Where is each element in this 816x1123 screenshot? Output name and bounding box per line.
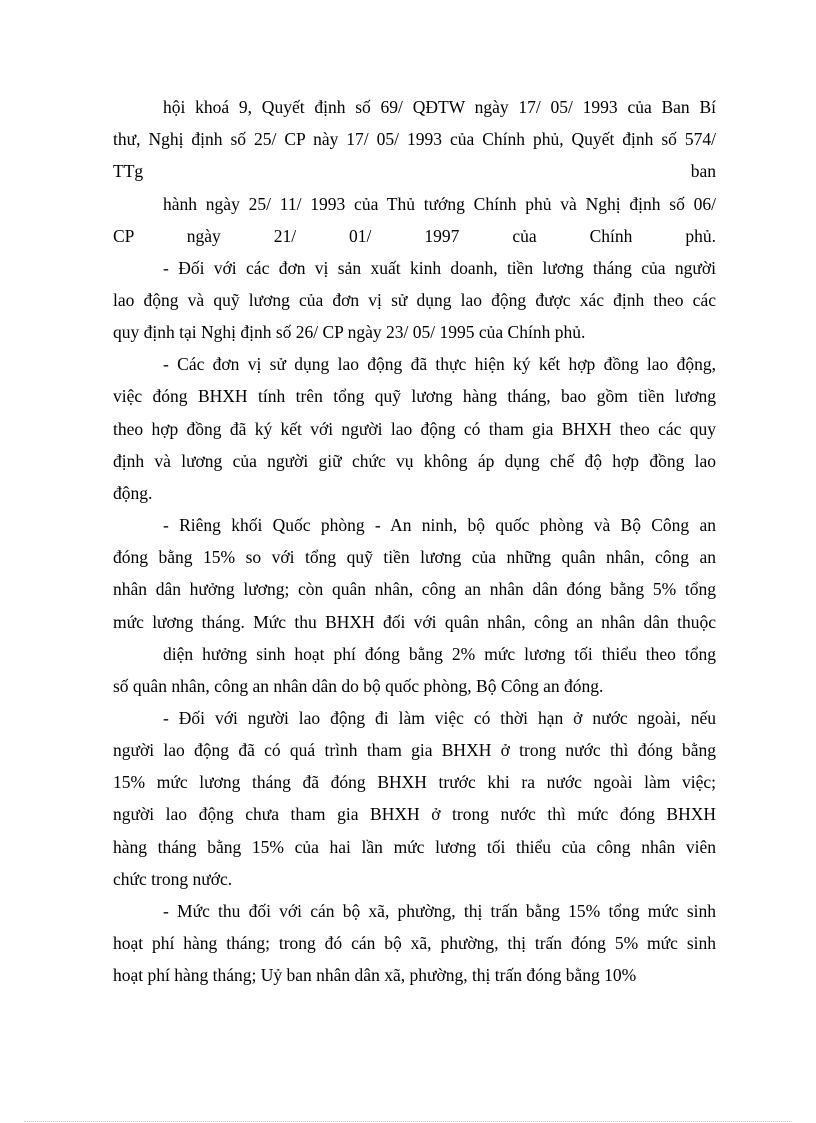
text-line: - Đối với người lao động đi làm việc có thời hạn ở nước ngoài, nếu <box>163 708 716 728</box>
text-line: hàng tháng bằng 15% của hai lần mức lương tối thiểu của công nhân viên <box>113 837 716 857</box>
text-line: hành ngày 25/ 11/ 1993 của Thủ tướng Chính phủ và Nghị định số 06/ <box>163 194 716 214</box>
text-line: theo hợp đồng đã ký kết với người lao động có tham gia BHXH theo các quy <box>113 419 716 439</box>
text-line: việc đóng BHXH tính trên tổng quỹ lương hàng tháng, bao gồm tiền lương <box>113 386 716 406</box>
text-line: số quân nhân, công an nhân dân do bộ quốc phòng, Bộ Công an đóng. <box>113 676 604 696</box>
text-line: 15% mức lương tháng đã đóng BHXH trước khi ra nước ngoài làm việc; <box>113 772 716 792</box>
text-line: diện hưởng sinh hoạt phí đóng bằng 2% mức lương tối thiểu theo tổng <box>163 644 716 664</box>
text-line: hoạt phí hàng tháng; trong đó cán bộ xã, phường, thị trấn đóng 5% mức sinh <box>113 933 716 953</box>
text-line: CP ngày 21/ 01/ 1997 của Chính phủ. <box>113 226 716 246</box>
text-line: TTg ban <box>113 161 716 181</box>
text-line: thư, Nghị định số 25/ CP này 17/ 05/ 1993 của Chính phủ, Quyết định số 574/ <box>113 129 716 149</box>
text-line: - Đối với các đơn vị sản xuất kinh doanh, tiền lương tháng của người <box>163 258 716 278</box>
text-line: người lao động chưa tham gia BHXH ở trong nước thì mức đóng BHXH <box>113 804 716 824</box>
text-line: - Riêng khối Quốc phòng - An ninh, bộ quốc phòng và Bộ Công an <box>163 515 716 535</box>
text-line: - Mức thu đối với cán bộ xã, phường, thị trấn bằng 15% tổng mức sinh <box>163 901 716 921</box>
text-line: quy định tại Nghị định số 26/ CP ngày 23/ 05/ 1995 của Chính phủ. <box>113 322 586 342</box>
text-line: - Các đơn vị sử dụng lao động đã thực hiện ký kết hợp đồng lao động, <box>163 354 716 374</box>
text-line: người lao động đã có quá trình tham gia BHXH ở trong nước thì đóng bằng <box>113 740 716 760</box>
text-line: động. <box>113 483 153 503</box>
text-line: đóng bằng 15% so với tổng quỹ tiền lương của những quân nhân, công an <box>113 547 716 567</box>
page-bottom-divider <box>24 1121 792 1122</box>
text-line: nhân dân hưởng lương; còn quân nhân, công an nhân dân đóng bằng 5% tổng <box>113 579 716 599</box>
text-line: hội khoá 9, Quyết định số 69/ QĐTW ngày 17/ 05/ 1993 của Ban Bí <box>163 97 716 117</box>
text-line: định và lương của người giữ chức vụ không áp dụng chế độ hợp đồng lao <box>113 451 716 471</box>
text-line: chức trong nước. <box>113 869 233 889</box>
text-line: lao động và quỹ lương của đơn vị sử dụng lao động được xác định theo các <box>113 290 716 310</box>
text-line: mức lương tháng. Mức thu BHXH đối với quân nhân, công an nhân dân thuộc <box>113 612 716 632</box>
text-line: hoạt phí hàng tháng; Uỷ ban nhân dân xã, phường, thị trấn đóng bằng 10% <box>113 965 637 985</box>
